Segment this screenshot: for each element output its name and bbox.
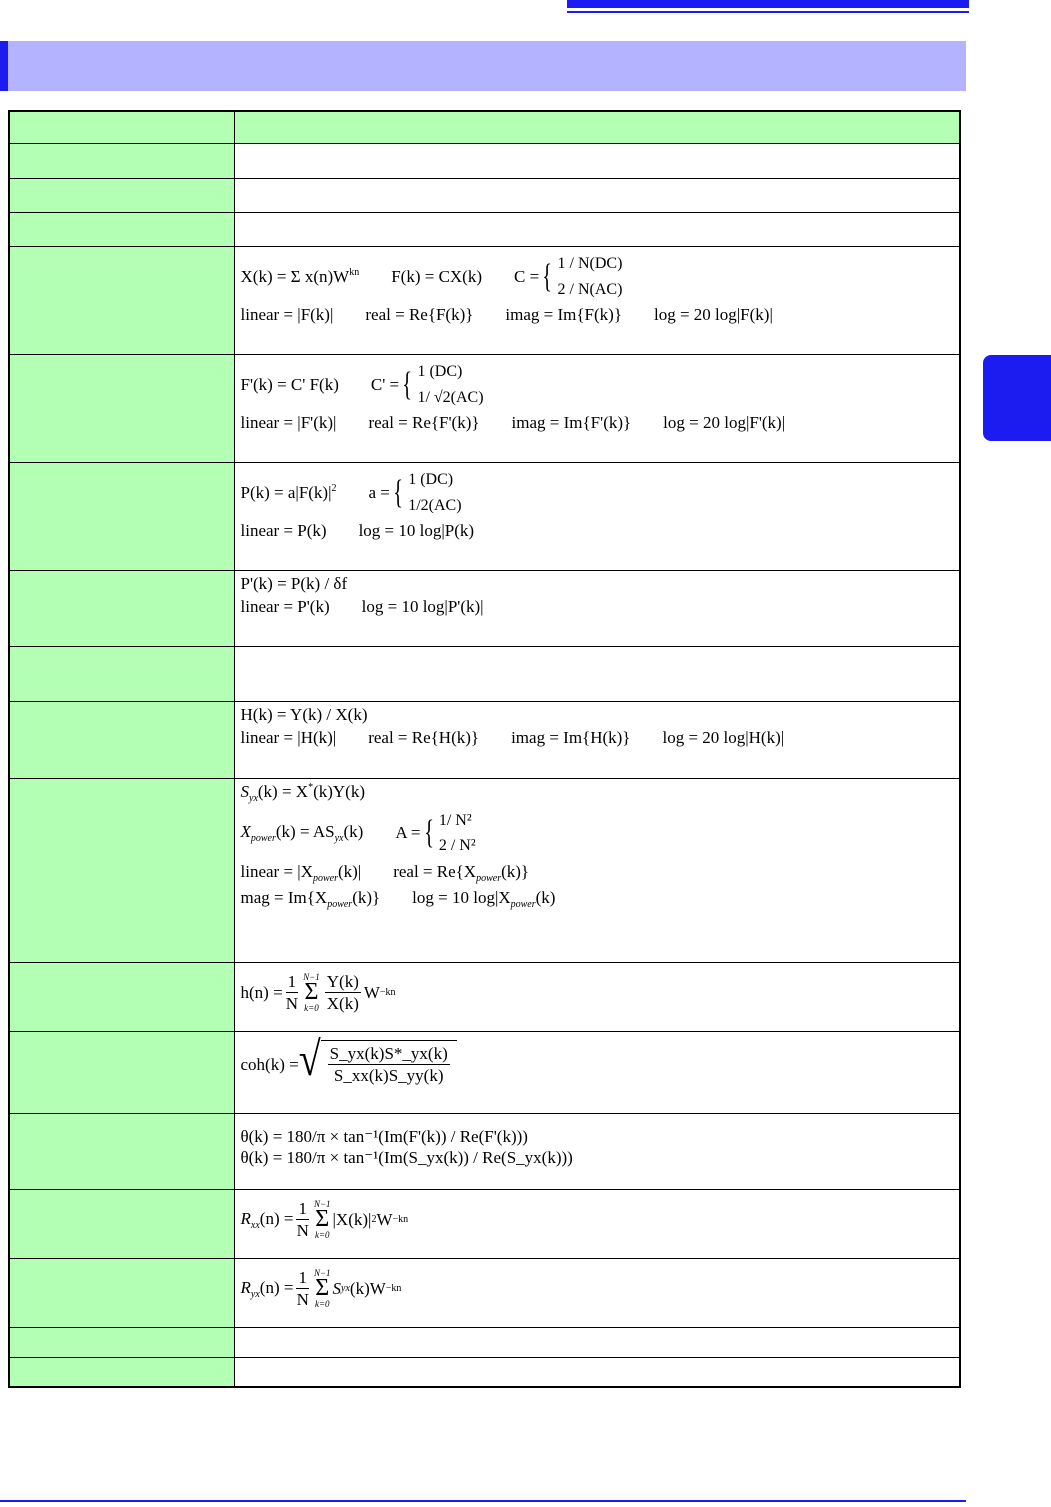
- transfer-imag: imag = Im{H(k)}: [511, 728, 631, 748]
- fft-formula-line-2: [241, 304, 954, 325]
- fft-imag: imag = Im{F(k)}: [505, 305, 622, 325]
- formula-cell: [234, 1358, 960, 1387]
- transfer-linear: linear = |H(k)|: [240, 728, 337, 748]
- brace-glyph: {: [423, 814, 434, 852]
- table-row-impulse: [9, 963, 960, 1032]
- rms-c-def: [371, 359, 484, 410]
- row-label-cell: [9, 463, 234, 571]
- fft-case-ac: 2 / N(AC): [557, 280, 623, 298]
- row-label-cell: [9, 702, 234, 779]
- table-row-coherence: [9, 1032, 960, 1114]
- table-row-phase: [9, 1114, 960, 1190]
- brace-glyph: {: [393, 473, 403, 511]
- row-label-cell: [9, 1358, 234, 1387]
- table-row-crosscorrelation: [9, 1259, 960, 1328]
- footer-rule: [0, 1500, 966, 1502]
- power-formula-line-1: [241, 467, 954, 518]
- rms-case-ac: 1/ √2(AC): [417, 388, 484, 406]
- formula-cell-coherence: [234, 1032, 960, 1114]
- fft-real: real = Re{F(k)}: [365, 305, 474, 325]
- fft-c-lhs: C =: [514, 266, 540, 286]
- formula-cell-phase: [234, 1114, 960, 1190]
- chapter-index-tab[interactable]: [983, 355, 1051, 441]
- cross-formula-line-2: $X_{power}(k) = AS_{yx}(k)$ A = { 1/ N² 2 / N²: [241, 808, 954, 859]
- transfer-real: real = Re{H(k)}: [368, 728, 480, 748]
- row-label-cell: [9, 1190, 234, 1259]
- power-log: log = 10 log|P(k): [358, 521, 475, 541]
- power-a-lhs: a =: [368, 482, 390, 502]
- cross-a-def: A = { 1/ N² 2 / N²: [395, 808, 475, 859]
- transfer-formula-line-1: H(k) = Y(k) / X(k): [240, 705, 368, 724]
- fft-f-def: F(k) = CX(k): [391, 266, 483, 286]
- formula-cell-psd: [234, 571, 960, 647]
- rms-log: log = 20 log|F'(k)|: [663, 413, 786, 433]
- row-label-cell: [9, 1114, 234, 1190]
- psd-formula-line-2: [241, 596, 954, 617]
- transfer-formula-line-2: [241, 727, 954, 748]
- brace-glyph: {: [542, 257, 553, 295]
- row-label-cell: [9, 179, 234, 213]
- formula-cell-crosscorrelation: [234, 1259, 960, 1328]
- formula-cell-autocorrelation: [234, 1190, 960, 1259]
- rms-c-lhs: C' =: [370, 374, 400, 394]
- formula-cell: [234, 144, 960, 179]
- fft-log: log = 20 log|F(k)|: [653, 305, 773, 325]
- table-header-row: [9, 111, 960, 144]
- fft-c-def: [514, 251, 622, 302]
- row-label-cell: [9, 1328, 234, 1358]
- cross-formula-line-1: $S_{yx}(k) = X^*(k)Y(k)$: [240, 782, 365, 804]
- table-row-psd: [9, 571, 960, 647]
- fft-x-lhs: X(k) = Σ x(n)W: [240, 266, 350, 286]
- row-label-cell: [9, 779, 234, 963]
- power-exponent: 2: [331, 482, 337, 494]
- psd-log: log = 10 log|P'(k)|: [361, 597, 484, 617]
- table-row-autocorrelation: [9, 1190, 960, 1259]
- impulse-formula: h(n) = $\frac{1}{N}$ N−1 Σ k=0 $\frac{Y(k)}{X(k)}$ W −kn: [240, 971, 396, 1014]
- power-formula-line-2: [241, 520, 954, 541]
- header-rule-thin: [567, 11, 969, 13]
- rms-f-def: F'(k) = C' F(k): [240, 374, 339, 394]
- formula-cell-cross-power: [234, 779, 960, 963]
- formula-cell: [234, 179, 960, 213]
- phase-formula-line-1: θ(k) = 180/π × tan⁻¹(Im(F'(k)) / Re(F'(k))): [240, 1127, 528, 1146]
- formula-cell: [234, 647, 960, 702]
- power-linear: linear = P(k): [240, 521, 327, 541]
- row-label-cell: [9, 213, 234, 247]
- row-label-cell: [9, 963, 234, 1032]
- formula-cell-fft: [234, 247, 960, 355]
- table-row: [9, 179, 960, 213]
- row-label-cell: [9, 247, 234, 355]
- rms-case-dc: 1 (DC): [417, 363, 463, 380]
- formula-cell-rms: [234, 355, 960, 463]
- psd-linear: linear = P'(k): [240, 597, 330, 617]
- power-case-ac: 1/2(AC): [408, 496, 462, 514]
- table-row-cross-power: [9, 779, 960, 963]
- section-title-marker: [0, 41, 8, 91]
- cross-case-2: 2 / N²: [438, 837, 476, 855]
- coherence-formula: coh(k) = √ $\frac{S\_yx(k)S*\_yx(k)}{S\_xx(k)S\_yy(k)}$: [241, 1034, 954, 1089]
- table-row-fft: [9, 247, 960, 355]
- row-label-cell: [9, 647, 234, 702]
- header-cell-operation: [9, 111, 234, 144]
- power-p-def: P(k) = a|F(k)|: [240, 482, 332, 502]
- rms-linear: linear = |F'(k)|: [240, 413, 337, 433]
- operation-formula-table: [8, 110, 961, 1388]
- power-case-dc: 1 (DC): [408, 471, 454, 488]
- row-label-cell: [9, 1032, 234, 1114]
- autocorr-formula: $R_{xx}(n)$ = $\frac{1}{N}$ N−1 Σ k=0 |X(k)| 2 W −kn: [240, 1198, 409, 1241]
- cross-case-1: 1/ N²: [438, 811, 472, 829]
- table-row-rms: [9, 355, 960, 463]
- fft-x-exponent: kn: [349, 266, 360, 278]
- table-row: [9, 1328, 960, 1358]
- section-title-band: [0, 41, 966, 91]
- header-cell-formula: [234, 111, 960, 144]
- table-row: [9, 647, 960, 702]
- table-row-transfer: [9, 702, 960, 779]
- row-label-cell: [9, 355, 234, 463]
- row-label-cell: [9, 571, 234, 647]
- header-rule-thick: [567, 0, 969, 8]
- rms-formula-line-1: [241, 359, 954, 410]
- formula-cell: [234, 213, 960, 247]
- formula-cell-transfer: [234, 702, 960, 779]
- table-row-power: [9, 463, 960, 571]
- row-label-cell: [9, 1259, 234, 1328]
- table-row: [9, 213, 960, 247]
- sqrt-glyph: √: [298, 1031, 321, 1086]
- power-a-def: [369, 467, 462, 518]
- formula-cell: [234, 1328, 960, 1358]
- psd-formula-line-1: P'(k) = P(k) / δf: [240, 574, 348, 593]
- fft-linear: linear = |F(k)|: [240, 305, 334, 325]
- row-label-cell: [9, 144, 234, 179]
- rms-real: real = Re{F'(k)}: [368, 413, 480, 433]
- table-row: [9, 144, 960, 179]
- crosscorr-formula: $R_{yx}(n)$ = $\frac{1}{N}$ N−1 Σ k=0 S yx (k)W −kn: [240, 1267, 402, 1310]
- cross-formula-line-4: mag = $Im\{X_{power}(k)\}$ log = 10 $\log|X_{power}(k)$: [240, 888, 556, 911]
- rms-formula-line-2: [241, 412, 954, 433]
- brace-glyph: {: [402, 365, 413, 403]
- transfer-log: log = 20 log|H(k)|: [662, 728, 785, 748]
- phase-formula-line-2: θ(k) = 180/π × tan⁻¹(Im(S_yx(k)) / Re(S_yx(k))): [240, 1148, 573, 1168]
- formula-cell-power: [234, 463, 960, 571]
- formula-cell-impulse: [234, 963, 960, 1032]
- fft-case-dc: 1 / N(DC): [557, 255, 623, 272]
- fft-formula-line-1: [241, 251, 954, 302]
- table-row: [9, 1358, 960, 1387]
- cross-formula-line-3: linear = $|X_{power}(k)|$ real = $Re\{X_{power}(k)\}$: [240, 861, 530, 884]
- rms-imag: imag = Im{F'(k)}: [511, 413, 632, 433]
